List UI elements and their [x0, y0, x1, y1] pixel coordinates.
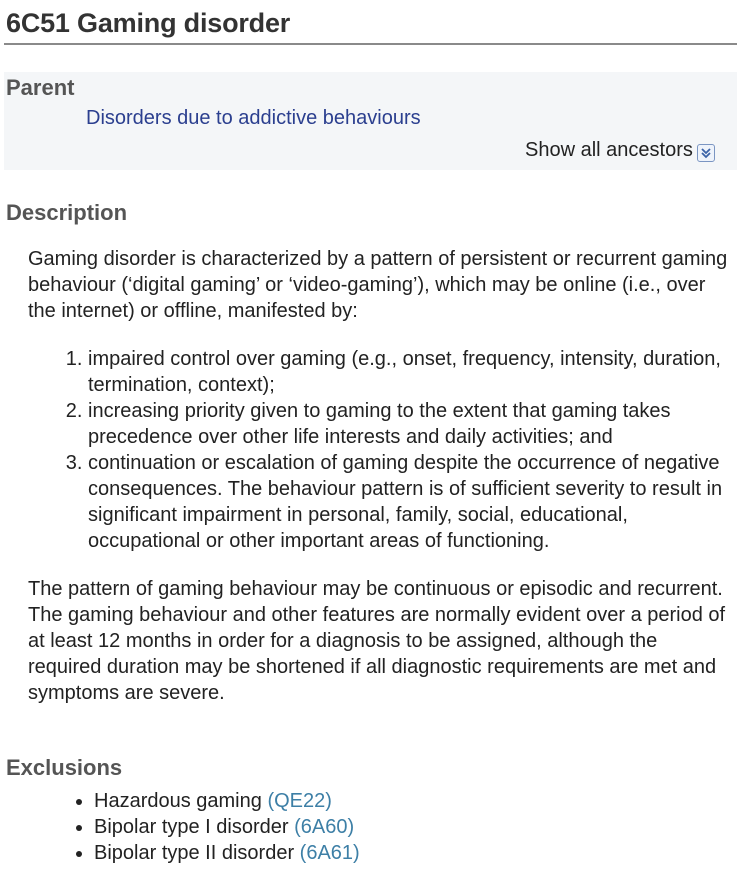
parent-link[interactable]: Disorders due to addictive behaviours: [86, 107, 421, 129]
list-item: 1. impaired control over gaming (e.g., onset, frequency, intensity, duration, termination, context);: [88, 346, 728, 398]
list-item: [94, 840, 360, 866]
exclusion-code-link[interactable]: (6A61): [299, 842, 360, 864]
exclusion-label: Bipolar type I disorder: [94, 816, 289, 838]
exclusion-code-link[interactable]: (6A60): [294, 816, 355, 838]
description-intro: Gaming disorder is characterized by a pattern of persistent or recurrent gaming behaviour (‘digital gaming’ or ‘video-gaming’), which may be online (i.e., over the internet) or offline, manifested by:: [28, 248, 728, 322]
exclusion-code-link[interactable]: (QE22): [267, 790, 332, 812]
exclusions-list: [66, 788, 360, 866]
parent-heading: Parent: [6, 75, 75, 100]
description-heading: Description: [6, 200, 128, 225]
show-all-ancestors-label: Show all ancestors: [525, 139, 693, 161]
title-divider: [4, 43, 737, 45]
exclusion-label: Bipolar type II disorder: [94, 842, 295, 864]
page-title: 6C51 Gaming disorder: [6, 8, 291, 38]
description-body: [28, 246, 728, 706]
description-outro: The pattern of gaming behaviour may be continuous or episodic and recurrent. The gaming behaviour and other features are normally evident over a period of at least 12 months in order for a diagnosis to be assigned, although the required duration may be shortened if all diagnostic requirements are met and symptoms are severe.: [28, 578, 726, 704]
description-criteria-list: [28, 346, 728, 554]
list-item: 3. continuation or escalation of gaming despite the occurrence of negative consequences. The behaviour pattern is of sufficient severity to result in significant impairment in personal, family, social, educational, occupational or other important areas of functioning.: [88, 450, 728, 554]
exclusions-heading: Exclusions: [6, 755, 123, 780]
list-item: [94, 814, 360, 840]
show-all-ancestors-button[interactable]: [525, 139, 715, 162]
exclusion-label: Hazardous gaming: [94, 790, 262, 812]
list-item: [94, 788, 360, 814]
double-chevron-down-icon[interactable]: [697, 144, 715, 162]
list-item: 2. increasing priority given to gaming to the extent that gaming takes precedence over other life interests and daily activities; and: [88, 398, 728, 450]
